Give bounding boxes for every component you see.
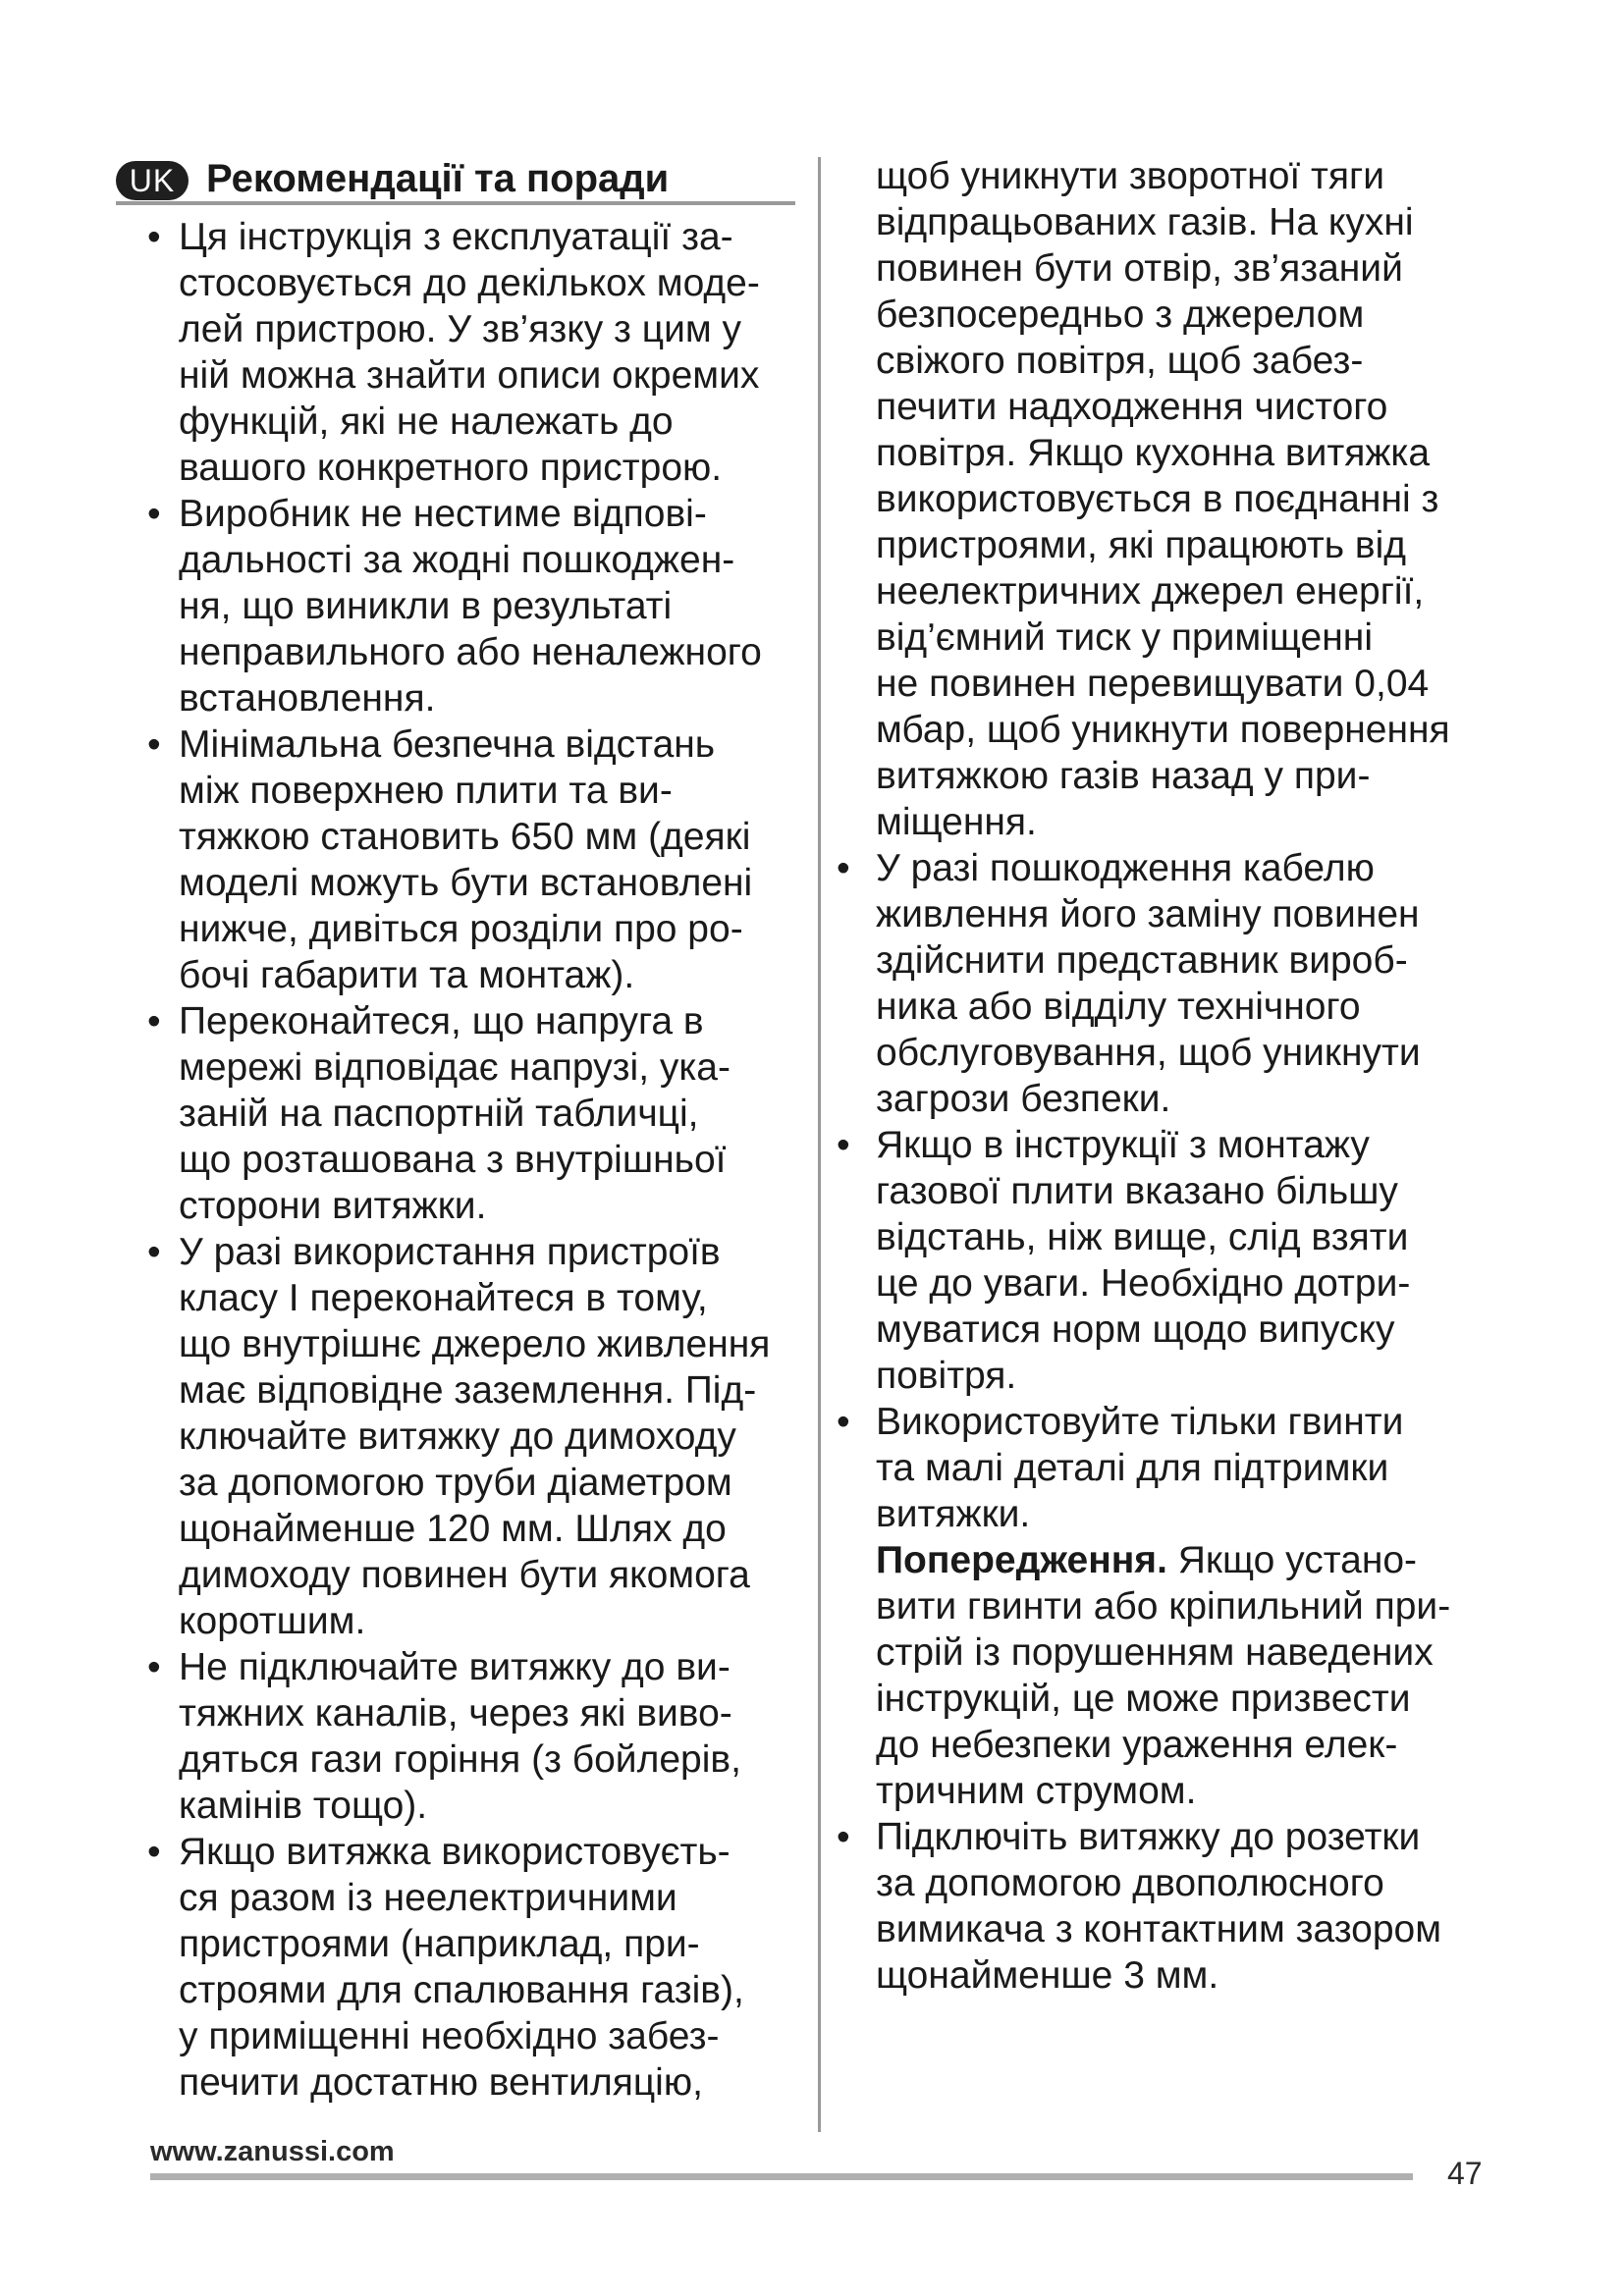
text-line — [147, 1875, 815, 1921]
line-text: стрій із порушенням наведених — [876, 1631, 1434, 1674]
text-line — [147, 491, 815, 537]
bullet-marker: • — [147, 493, 161, 535]
bullet-marker: • — [147, 1000, 161, 1042]
text-line — [829, 1583, 1496, 1629]
text-line — [829, 199, 1496, 245]
text-line — [829, 1260, 1496, 1307]
bullet-marker: • — [147, 1231, 161, 1273]
text-line — [147, 352, 815, 399]
text-line — [829, 661, 1496, 707]
line-text: загрози безпеки. — [876, 1078, 1171, 1120]
line-text: щоб уникнути зворотної тяги — [876, 155, 1385, 197]
text-line — [829, 1906, 1496, 1952]
text-line — [147, 1921, 815, 1967]
text-line — [147, 2059, 815, 2106]
text-line — [829, 1491, 1496, 1537]
line-text: Ця інструкція з експлуатації за- — [179, 216, 733, 258]
line-text: до небезпеки ураження елек- — [876, 1724, 1398, 1766]
text-line — [147, 1690, 815, 1736]
text-line — [829, 1307, 1496, 1353]
text-line — [829, 1399, 1496, 1445]
line-text: Якщо витяжка використовуєть- — [179, 1831, 731, 1873]
text-line — [147, 721, 815, 768]
text-line — [147, 1460, 815, 1506]
text-line — [829, 1168, 1496, 1214]
line-text: не повинен перевищувати 0,04 — [876, 663, 1430, 705]
line-text: між поверхнею плити та ви- — [179, 770, 673, 812]
text-line — [829, 1122, 1496, 1168]
line-text: тяжкою становить 650 мм (деякі — [179, 816, 751, 858]
line-text: відстань, ніж вище, слід взяти — [876, 1216, 1409, 1258]
language-badge: UK — [116, 161, 189, 200]
line-text: нижче, дивіться розділи про ро- — [179, 908, 743, 950]
text-line — [147, 537, 815, 583]
text-line — [147, 1183, 815, 1229]
right-column-lines — [829, 153, 1496, 1999]
line-text: лей пристрою. У зв’язку з цим у — [179, 308, 742, 350]
line-text: строями для спалювання газів), — [179, 1969, 744, 2011]
line-text: бочі габарити та монтаж). — [179, 954, 635, 996]
line-text: муватися норм щодо випуску — [876, 1308, 1395, 1351]
text-line — [147, 1091, 815, 1137]
text-line — [829, 476, 1496, 522]
text-line — [147, 814, 815, 860]
line-text: що розташована з внутрішньої — [179, 1139, 727, 1181]
text-line — [829, 1768, 1496, 1814]
right-column — [829, 153, 1496, 1999]
line-text: вимикача з контактним зазором — [876, 1908, 1442, 1950]
text-line — [147, 1414, 815, 1460]
line-text: У разі пошкодження кабелю — [876, 847, 1375, 889]
line-text: пристроями, які працюють від — [876, 524, 1407, 566]
line-text: безпосередньо з джерелом — [876, 294, 1365, 336]
bullet-marker: • — [147, 1831, 161, 1873]
footer-url: www.zanussi.com — [150, 2136, 395, 2167]
line-text: здійснити представник вироб- — [876, 939, 1408, 982]
text-line — [829, 568, 1496, 614]
line-text: вити гвинти або кріпильний при- — [876, 1585, 1451, 1628]
text-line — [829, 1676, 1496, 1722]
line-text: мережі відповідає напрузі, ука- — [179, 1046, 731, 1089]
text-line — [147, 1044, 815, 1091]
bullet-marker: • — [837, 1124, 850, 1166]
text-line — [829, 245, 1496, 292]
text-line — [147, 2013, 815, 2059]
line-text: камінів тощо). — [179, 1785, 428, 1827]
text-line — [147, 1137, 815, 1183]
text-line — [147, 1644, 815, 1690]
line-text: повітря. Якщо кухонна витяжка — [876, 432, 1431, 474]
line-text: встановлення. — [179, 677, 436, 720]
line-text: відпрацьованих газів. На кухні — [876, 201, 1414, 243]
line-text: коротшим. — [179, 1600, 366, 1642]
bullet-marker: • — [837, 1401, 850, 1443]
line-text: Підключіть витяжку до розетки — [876, 1816, 1421, 1858]
section-title: Рекомендації та поради — [206, 157, 670, 200]
text-line — [829, 1030, 1496, 1076]
text-line — [829, 799, 1496, 845]
line-text: живлення його заміну повинен — [876, 893, 1420, 935]
line-text: ня, що виникли в результаті — [179, 585, 673, 627]
text-line — [829, 1214, 1496, 1260]
line-text: за допомогою двополюсного — [876, 1862, 1384, 1904]
line-text: та малі деталі для підтримки — [876, 1447, 1389, 1489]
text-line — [829, 338, 1496, 384]
line-text: Використовуйте тільки гвинти — [876, 1401, 1404, 1443]
text-line — [829, 845, 1496, 891]
line-text: Переконайтеся, що напруга в — [179, 1000, 704, 1042]
line-text: за допомогою труби діаметром — [179, 1462, 732, 1504]
line-text: що внутрішнє джерело живлення — [179, 1323, 771, 1365]
text-line — [829, 1445, 1496, 1491]
line-text: витяжки. — [876, 1493, 1031, 1535]
line-text: повинен бути отвір, зв’язаний — [876, 247, 1403, 290]
line-text: ника або відділу технічного — [876, 986, 1361, 1028]
text-line — [829, 430, 1496, 476]
line-text: Виробник не нестиме відпові- — [179, 493, 707, 535]
line-text: тричним струмом. — [876, 1770, 1197, 1812]
line-text: вашого конкретного пристрою. — [179, 447, 723, 489]
line-text: Якщо устано- — [1166, 1539, 1418, 1581]
bullet-marker: • — [147, 1646, 161, 1688]
footer-rule — [150, 2173, 1413, 2180]
text-line — [147, 445, 815, 491]
text-line — [147, 1736, 815, 1783]
line-text: заній на паспортній табличці, — [179, 1093, 699, 1135]
line-text: пристроями (наприклад, при- — [179, 1923, 700, 1965]
line-text: повітря. — [876, 1355, 1017, 1397]
line-text: щонайменше 3 мм. — [876, 1954, 1219, 1997]
text-line — [829, 522, 1496, 568]
text-line — [147, 306, 815, 352]
bullet-marker: • — [837, 847, 850, 889]
line-text: сторони витяжки. — [179, 1185, 487, 1227]
section-header — [116, 155, 795, 204]
line-text: У разі використання пристроїв — [179, 1231, 721, 1273]
warning-label: Попередження. — [876, 1539, 1167, 1581]
text-line — [147, 952, 815, 998]
header-rule — [116, 201, 795, 205]
bullet-marker: • — [147, 723, 161, 766]
text-line — [147, 1321, 815, 1367]
left-column — [147, 214, 815, 2106]
text-line — [829, 1722, 1496, 1768]
line-text: щонайменше 120 мм. Шлях до — [179, 1508, 727, 1550]
text-line — [147, 1229, 815, 1275]
text-line — [147, 1783, 815, 1829]
line-text: дальності за жодні пошкоджен- — [179, 539, 735, 581]
text-line — [147, 629, 815, 675]
text-line — [829, 614, 1496, 661]
line-text: стосовується до декількох моде- — [179, 262, 760, 304]
line-text: свіжого повітря, щоб забез- — [876, 340, 1364, 382]
bullet-marker: • — [837, 1816, 850, 1858]
text-line — [147, 1598, 815, 1644]
text-line — [147, 768, 815, 814]
line-text: моделі можуть бути встановлені — [179, 862, 753, 904]
text-line — [829, 292, 1496, 338]
text-line — [147, 399, 815, 445]
page-number: 47 — [1447, 2156, 1483, 2191]
line-text: використовується в поєднанні з — [876, 478, 1439, 520]
line-text: Якщо в інструкції з монтажу — [876, 1124, 1370, 1166]
line-text: інструкцій, це може призвести — [876, 1678, 1411, 1720]
line-text: витяжкою газів назад у при- — [876, 755, 1371, 797]
line-text: обслуговування, щоб уникнути — [876, 1032, 1421, 1074]
line-text: у приміщенні необхідно забез- — [179, 2015, 720, 2057]
left-column-lines — [147, 214, 815, 2106]
text-line — [147, 260, 815, 306]
text-line — [147, 1506, 815, 1552]
line-text: дяться гази горіння (з бойлерів, — [179, 1738, 741, 1781]
bullet-marker: • — [147, 216, 161, 258]
line-text: Мінімальна безпечна відстань — [179, 723, 716, 766]
text-line — [147, 1967, 815, 2013]
text-line — [829, 937, 1496, 984]
text-line — [829, 1537, 1496, 1583]
text-line — [147, 214, 815, 260]
line-text: ключайте витяжку до димоходу — [179, 1415, 736, 1458]
text-line — [829, 1814, 1496, 1860]
text-line — [829, 753, 1496, 799]
line-text: неправильного або неналежного — [179, 631, 762, 673]
text-line — [829, 1353, 1496, 1399]
line-text: ній можна знайти описи окремих — [179, 354, 760, 397]
line-text: Не підключайте витяжку до ви- — [179, 1646, 731, 1688]
text-line — [147, 1552, 815, 1598]
text-line — [829, 891, 1496, 937]
text-line — [829, 153, 1496, 199]
line-text: печити достатню вентиляцію, — [179, 2061, 703, 2104]
text-line — [829, 1952, 1496, 1999]
line-text: газової плити вказано більшу — [876, 1170, 1398, 1212]
line-text: має відповідне заземлення. Під- — [179, 1369, 757, 1412]
line-text: від’ємний тиск у приміщенні — [876, 616, 1373, 659]
text-line — [147, 860, 815, 906]
line-text: тяжних каналів, через які виво- — [179, 1692, 732, 1735]
text-line — [829, 384, 1496, 430]
text-line — [829, 984, 1496, 1030]
text-line — [147, 1829, 815, 1875]
text-line — [147, 906, 815, 952]
line-text: класу I переконайтеся в тому, — [179, 1277, 708, 1319]
text-line — [829, 1076, 1496, 1122]
line-text: печити надходження чистого — [876, 386, 1388, 428]
line-text: міщення. — [876, 801, 1037, 843]
text-line — [147, 675, 815, 721]
column-divider — [818, 157, 821, 2132]
line-text: неелектричних джерел енергії, — [876, 570, 1425, 613]
text-line — [829, 707, 1496, 753]
line-text: мбар, щоб уникнути повернення — [876, 709, 1450, 751]
text-line — [147, 583, 815, 629]
text-line — [829, 1629, 1496, 1676]
line-text: функцій, які не належать до — [179, 400, 674, 443]
text-line — [829, 1860, 1496, 1906]
line-text: димоходу повинен бути якомога — [179, 1554, 750, 1596]
text-line — [147, 998, 815, 1044]
line-text: ся разом із неелектричними — [179, 1877, 677, 1919]
text-line — [147, 1275, 815, 1321]
line-text: це до уваги. Необхідно дотри- — [876, 1262, 1411, 1305]
text-line — [147, 1367, 815, 1414]
